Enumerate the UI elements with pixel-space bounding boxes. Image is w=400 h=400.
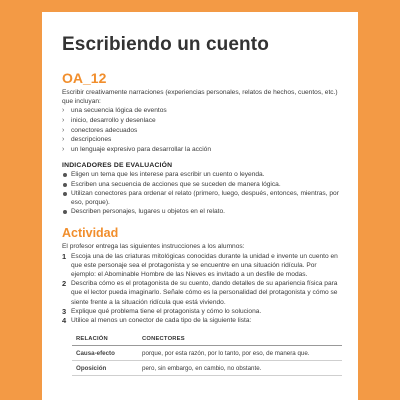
indicator-item: Escriben una secuencia de acciones que se suceden de manera lógica.: [62, 180, 342, 189]
table-row: [72, 361, 342, 376]
indicator-item: Utilizan conectores para ordenar el relato (primero, luego, después, entonces, mientras, por eso, porque).: [62, 189, 342, 207]
document-page: [42, 12, 358, 400]
activity-heading: Actividad: [62, 226, 119, 241]
bullet-icon: [63, 183, 67, 187]
activity-step: 3 Explique qué problema tiene el protagonista y cómo lo soluciona.: [62, 306, 262, 316]
connectors-cell: pero, sin embargo, en cambio, no obstante.: [138, 361, 342, 376]
activity-step: 4 Utilice al menos un conector de cada tipo de la siguiente lista:: [62, 316, 252, 326]
oa-intro: Escribir creativamente narraciones (experiencias personales, relatos de hechos, cuentos, etc.) que incluyan:: [62, 89, 338, 106]
oa-list-item: › descripciones: [62, 136, 112, 144]
relation-cell: Oposición: [72, 361, 138, 376]
table-header-row: [72, 333, 342, 346]
connectors-table: [72, 333, 342, 376]
bullet-icon: [63, 210, 67, 214]
chevron-right-icon: ›: [62, 145, 65, 153]
relation-cell: Causa-efecto: [72, 346, 138, 361]
oa-list-item: › inicio, desarrollo y desenlace: [62, 117, 156, 124]
oa-list-item: › conectores adecuados: [62, 126, 138, 134]
bullet-icon: [63, 192, 67, 196]
indicators-heading: INDICADORES DE EVALUACIÓN: [62, 162, 173, 170]
activity-intro: El profesor entrega las siguientes instrucciones a los alumnos:: [62, 243, 245, 251]
chevron-right-icon: ›: [62, 136, 65, 144]
header-connectors: CONECTORES: [138, 333, 342, 346]
oa-list-item: › un lenguaje expresivo para desarrollar la acción: [62, 145, 212, 153]
activity-step: 2 Describa cómo es el protagonista de su cuento, dando detalles de su apariencia física para que el lector pueda imaginarlo. Señale cómo es la personalidad del protagonista y cómo se siente frente a la situación ridícula que está viviendo.: [62, 279, 338, 306]
chevron-right-icon: ›: [62, 126, 65, 134]
bullet-icon: [63, 173, 67, 177]
connectors-cell: porque, por esta razón, por lo tanto, por eso, de manera que.: [138, 346, 342, 361]
activity-steps: [62, 252, 342, 326]
oa-code: OA_12: [62, 70, 107, 86]
table-row: [72, 346, 342, 361]
indicator-item: Describen personajes, lugares u objetos en el relato.: [62, 207, 342, 216]
page-title: Escribiendo un cuento: [62, 34, 269, 55]
activity-step: 1 Escoja una de las criaturas mitológicas conocidas durante la unidad e invente un cuento en que este personaje sea el protagonista y se encuentre en una situación ridícula. Por ejemplo: el Abominable Hombre de las Nieves es invitado a un desfile de modas.: [62, 251, 338, 278]
header-relation: RELACIÓN: [72, 333, 138, 346]
chevron-right-icon: ›: [62, 117, 65, 124]
chevron-right-icon: ›: [62, 107, 65, 115]
indicators-list: [62, 170, 342, 216]
oa-list: [62, 106, 342, 154]
indicator-item: Eligen un tema que les interese para escribir un cuento o leyenda.: [62, 170, 342, 179]
oa-list-item: › una secuencia lógica de eventos: [62, 107, 167, 115]
